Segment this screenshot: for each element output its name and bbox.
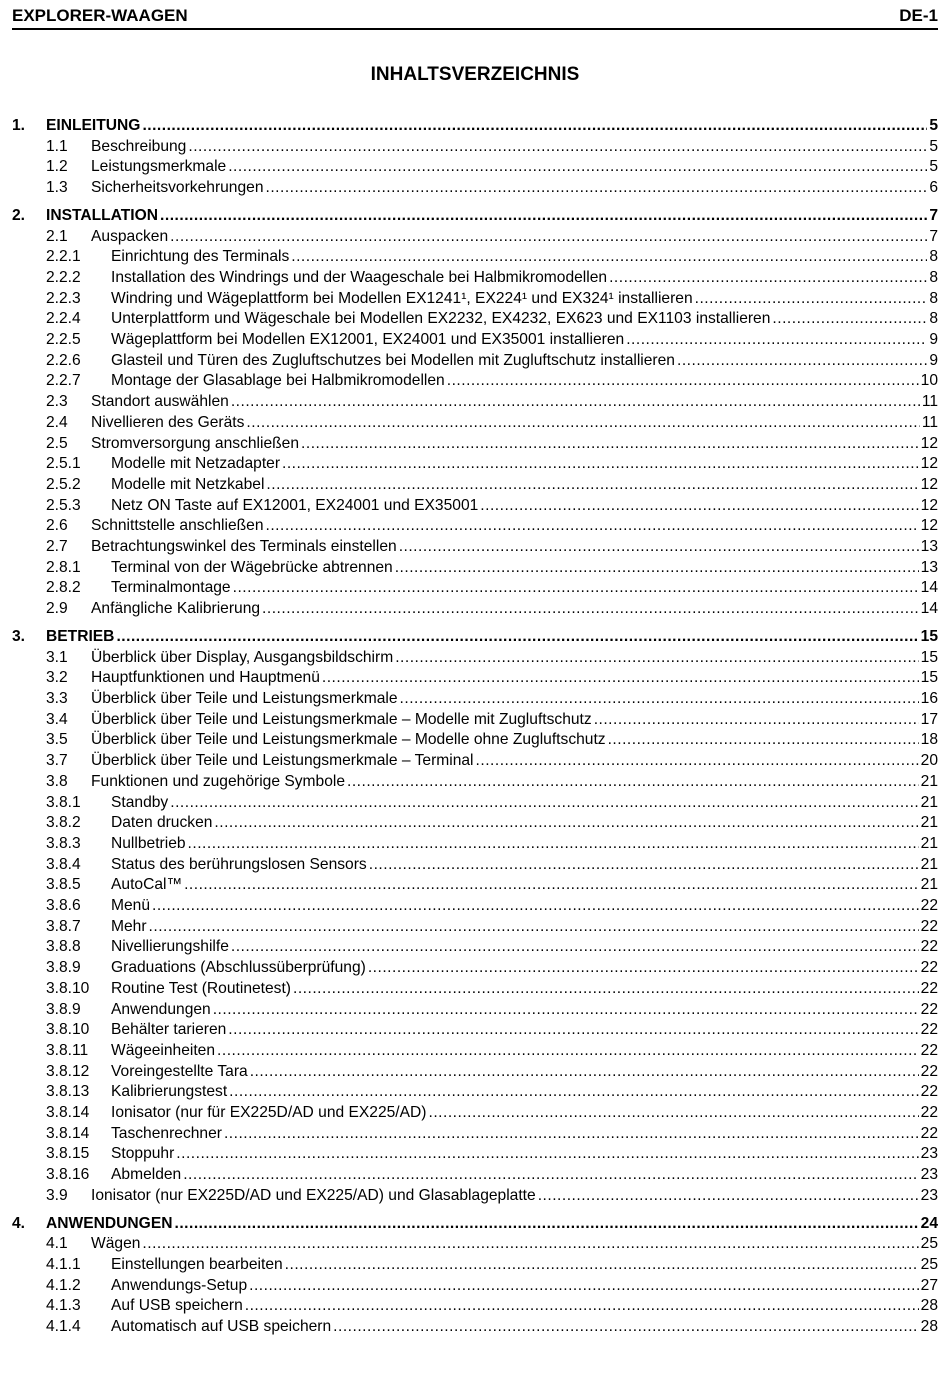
toc-entry-page: 20 — [920, 752, 938, 770]
dot-leader — [213, 1000, 919, 1021]
dot-leader — [266, 516, 919, 537]
toc-entry-title: Glasteil und Türen des Zugluftschutzes bei Modellen mit Zugluftschutz installieren — [111, 351, 675, 369]
toc-entry-number: 2.5 — [46, 434, 68, 452]
dot-leader — [301, 434, 919, 455]
toc-entry-page: 14 — [920, 600, 938, 618]
toc-entry-title: Modelle mit Netzkabel — [111, 475, 265, 493]
toc-entry[interactable] — [12, 710, 938, 731]
toc-entry-page: 28 — [920, 1297, 938, 1315]
toc-entry-title: Taschenrechner — [111, 1124, 222, 1142]
toc-entry-page: 8 — [929, 289, 938, 307]
toc-entry-title: Montage der Glasablage bei Halbmikromodellen — [111, 372, 445, 390]
toc-entry-number: 1.1 — [46, 137, 68, 155]
toc-entry-title: Auf USB speichern — [111, 1297, 243, 1315]
dot-leader — [609, 268, 927, 289]
dot-leader — [214, 813, 918, 834]
toc-entry-number: 3.8.9 — [46, 1000, 81, 1018]
dot-leader — [395, 558, 919, 579]
dot-leader — [188, 834, 919, 855]
toc-entry-number: 2.2.6 — [46, 351, 81, 369]
toc-entry-page: 22 — [920, 917, 938, 935]
toc-entry-page: 27 — [920, 1276, 938, 1294]
toc-entry-number: 2.8.1 — [46, 558, 81, 576]
toc-entry-title: Stromversorgung anschließen — [91, 434, 300, 452]
toc-entry[interactable] — [12, 917, 938, 938]
toc-entry[interactable] — [12, 1255, 938, 1276]
dot-leader — [170, 227, 927, 248]
toc-entry-page: 15 — [920, 627, 938, 645]
toc-entry[interactable] — [12, 371, 938, 392]
toc-entry-page: 22 — [920, 1104, 938, 1122]
dot-leader — [626, 330, 927, 351]
toc-entry[interactable] — [12, 516, 938, 537]
dot-leader — [116, 627, 918, 648]
header-rule — [12, 28, 938, 30]
toc-entry-title: Auspacken — [91, 227, 169, 245]
toc-entry-title: Einstellungen bearbeiten — [111, 1255, 283, 1273]
toc-entry-number: 3.3 — [46, 689, 68, 707]
dot-leader — [395, 648, 918, 669]
toc-entry[interactable] — [12, 578, 938, 599]
toc-entry-title: Daten drucken — [111, 814, 213, 832]
dot-leader — [184, 875, 919, 896]
toc-entry-number: 3.8.12 — [46, 1062, 90, 1080]
toc-entry-title: BETRIEB — [46, 627, 115, 645]
page-header — [12, 6, 938, 28]
toc-entry[interactable] — [12, 751, 938, 772]
toc-entry[interactable] — [12, 537, 938, 558]
toc-entry-title: Betrachtungswinkel des Terminals einstellen — [91, 538, 397, 556]
toc-entry-page: 15 — [920, 648, 938, 666]
toc-entry-page: 12 — [920, 517, 938, 535]
dot-leader — [772, 309, 927, 330]
toc-entry-number: 4.1 — [46, 1235, 68, 1253]
toc-entry-page: 23 — [920, 1186, 938, 1204]
toc-entry-page: 22 — [920, 1041, 938, 1059]
toc-entry[interactable] — [12, 1082, 938, 1103]
toc-entry-page: 21 — [920, 772, 938, 790]
toc-entry-number: 3.8.2 — [46, 814, 81, 832]
toc-entry-page: 23 — [920, 1145, 938, 1163]
toc-entry-page: 12 — [920, 496, 938, 514]
toc-entry-page: 22 — [920, 1124, 938, 1142]
toc-entry-number: 3.8.3 — [46, 834, 81, 852]
toc-entry-title: Behälter tarieren — [111, 1021, 227, 1039]
toc-entry-title: Beschreibung — [91, 137, 187, 155]
toc-entry-title: Voreingestellte Tara — [111, 1062, 248, 1080]
toc-entry[interactable] — [12, 1234, 938, 1255]
toc-entry-page: 14 — [920, 579, 938, 597]
toc-entry-number: 3.8.11 — [46, 1041, 89, 1059]
toc-entry[interactable] — [12, 227, 938, 248]
toc-entry-page: 18 — [920, 731, 938, 749]
toc-entry-number: 1.2 — [46, 158, 68, 176]
dot-leader — [285, 1255, 919, 1276]
toc-entry[interactable] — [12, 454, 938, 475]
toc-entry-number: 4.1.2 — [46, 1276, 81, 1294]
toc-entry-page: 11 — [921, 413, 938, 431]
toc-entry-page: 28 — [920, 1318, 938, 1336]
toc-entry-page: 17 — [920, 710, 938, 728]
dot-leader — [400, 689, 919, 710]
toc-entry-number: 3.5 — [46, 731, 68, 749]
toc-entry[interactable] — [12, 157, 938, 178]
dot-leader — [176, 1144, 918, 1165]
toc-entry-number: 2.4 — [46, 413, 68, 431]
toc-chapter-entry[interactable] — [12, 206, 938, 227]
dot-leader — [282, 454, 919, 475]
toc-entry-number: 3.8.10 — [46, 1021, 90, 1039]
toc-entry-title: Graduations (Abschlussüberprüfung) — [111, 959, 366, 977]
toc-entry-title: Status des berührungslosen Sensors — [111, 855, 367, 873]
toc-entry-page: 21 — [920, 855, 938, 873]
dot-leader — [231, 937, 919, 958]
dot-leader — [250, 1062, 919, 1083]
toc-entry-page: 25 — [920, 1235, 938, 1253]
toc-entry[interactable] — [12, 1165, 938, 1186]
toc-entry-page: 13 — [920, 538, 938, 556]
dot-leader — [266, 475, 918, 496]
toc-entry-number: 3.8.8 — [46, 938, 81, 956]
toc-entry-title: Mehr — [111, 917, 147, 935]
toc-entry-number: 4.1.3 — [46, 1297, 81, 1315]
toc-entry[interactable] — [12, 813, 938, 834]
toc-entry-title: Schnittstelle anschließen — [91, 517, 264, 535]
dot-leader — [233, 578, 919, 599]
toc-chapter-entry[interactable] — [12, 627, 938, 648]
toc-entry-number: 4.1.4 — [46, 1318, 81, 1336]
toc-entry[interactable] — [12, 475, 938, 496]
toc-entry-title: Leistungsmerkmale — [91, 158, 227, 176]
dot-leader — [695, 289, 928, 310]
toc-entry-number: 2.2.3 — [46, 289, 81, 307]
toc-chapter-entry[interactable] — [12, 116, 938, 137]
toc-entry[interactable] — [12, 178, 938, 199]
header-title: EXPLORER-WAAGEN — [12, 6, 188, 25]
toc-entry-number: 2.1 — [46, 227, 68, 245]
toc-entry-number: 2.2.2 — [46, 268, 81, 286]
toc-entry-title: Unterplattform und Wägeschale bei Modellen EX2232, EX4232, EX623 und EX1103 installieren — [111, 310, 771, 328]
dot-leader — [245, 1296, 919, 1317]
toc-entry-page: 23 — [920, 1166, 938, 1184]
toc-entry[interactable] — [12, 268, 938, 289]
toc-entry[interactable] — [12, 558, 938, 579]
dot-leader — [447, 371, 919, 392]
toc-entry-page: 22 — [920, 897, 938, 915]
toc-entry[interactable] — [12, 1144, 938, 1165]
toc-entry[interactable] — [12, 896, 938, 917]
toc-entry-number: 3.8.14 — [46, 1104, 90, 1122]
toc-entry[interactable] — [12, 1317, 938, 1338]
toc-entry-title: Windring und Wägeplattform bei Modellen EX1241¹, EX224¹ und EX324¹ installieren — [111, 289, 693, 307]
toc-entry-page: 12 — [920, 434, 938, 452]
dot-leader — [293, 979, 919, 1000]
dot-leader — [480, 496, 918, 517]
toc-entry-page: 5 — [929, 137, 938, 155]
dot-leader — [594, 710, 919, 731]
toc-entry[interactable] — [12, 413, 938, 434]
toc-entry-number: 3.8.15 — [46, 1145, 90, 1163]
toc-entry-number: 3.8.4 — [46, 855, 81, 873]
dot-leader — [217, 1041, 919, 1062]
dot-leader — [368, 958, 919, 979]
toc-entry-page: 21 — [920, 814, 938, 832]
toc-entry-title: Menü — [111, 897, 151, 915]
toc-entry-page: 22 — [920, 1021, 938, 1039]
toc-entry-page: 6 — [929, 179, 938, 197]
dot-leader — [229, 1082, 918, 1103]
toc-chapter-entry[interactable] — [12, 1214, 938, 1235]
toc-entry[interactable] — [12, 351, 938, 372]
toc-entry-number: 2.2.7 — [46, 372, 81, 390]
toc-entry-page: 5 — [929, 117, 938, 134]
toc-entry-page: 22 — [920, 1062, 938, 1080]
toc-entry[interactable] — [12, 648, 938, 669]
toc-entry[interactable] — [12, 1062, 938, 1083]
toc-entry-page: 9 — [929, 331, 938, 349]
dot-leader — [322, 668, 919, 689]
toc-entry-number: 2.2.5 — [46, 331, 81, 349]
dot-leader — [174, 1214, 918, 1235]
dot-leader — [262, 599, 919, 620]
toc-entry-page: 8 — [929, 310, 938, 328]
dot-leader — [266, 178, 928, 199]
toc-entry-page: 8 — [929, 248, 938, 266]
toc-entry-number: 2.7 — [46, 538, 68, 556]
toc-entry-page: 12 — [920, 455, 938, 473]
toc-entry-number: 3.7 — [46, 752, 68, 770]
toc-entry-number: 3.8.1 — [46, 793, 81, 811]
toc-entry[interactable] — [12, 1041, 938, 1062]
toc-entry-number: 4.1.1 — [46, 1255, 81, 1273]
toc-entry-number: 2.9 — [46, 600, 68, 618]
dot-leader — [677, 351, 927, 372]
toc-entry-number: 3.1 — [46, 648, 68, 666]
dot-leader — [149, 917, 919, 938]
toc-entry[interactable] — [12, 1296, 938, 1317]
toc-entry-page: 13 — [920, 558, 938, 576]
toc-entry-number: 3.8.13 — [46, 1083, 90, 1101]
toc-entry-number: 4. — [12, 1214, 26, 1232]
toc-entry[interactable] — [12, 937, 938, 958]
toc-entry-number: 3.8.5 — [46, 876, 81, 894]
toc-entry[interactable] — [12, 1103, 938, 1124]
toc-entry-page: 7 — [929, 227, 938, 245]
toc-entry-title: Kalibrierungstest — [111, 1083, 228, 1101]
dot-leader — [183, 1165, 918, 1186]
toc-entry[interactable] — [12, 979, 938, 1000]
toc-entry-page: 22 — [920, 979, 938, 997]
toc-entry-title: ANWENDUNGEN — [46, 1214, 173, 1232]
toc-entry-number: 2.5.3 — [46, 496, 81, 514]
dot-leader — [399, 537, 919, 558]
dot-leader — [429, 1103, 919, 1124]
toc-entry-title: Funktionen und zugehörige Symbole — [91, 772, 345, 790]
toc-entry-title: Überblick über Teile und Leistungsmerkmale – Modelle ohne Zugluftschutz — [91, 731, 606, 749]
toc-entry[interactable] — [12, 392, 938, 413]
dot-leader — [188, 137, 927, 158]
toc-entry[interactable] — [12, 330, 938, 351]
toc-entry-title: Stoppuhr — [111, 1145, 175, 1163]
toc-entry-page: 21 — [920, 793, 938, 811]
toc-entry-number: 2.5.1 — [46, 455, 81, 473]
dot-leader — [538, 1186, 919, 1207]
toc-entry-number: 2.6 — [46, 517, 68, 535]
toc-entry-title: Nivellieren des Geräts — [91, 413, 245, 431]
toc-entry-title: Netz ON Taste auf EX12001, EX24001 und EX35001 — [111, 496, 479, 514]
toc-entry-title: Überblick über Teile und Leistungsmerkmale – Terminal — [91, 752, 474, 770]
toc-entry-number: 3.8.14 — [46, 1124, 90, 1142]
toc-entry-title: Nullbetrieb — [111, 834, 186, 852]
toc-entry-number: 3.8.9 — [46, 959, 81, 977]
toc-entry-title: Überblick über Teile und Leistungsmerkmale — [91, 689, 398, 707]
toc-entry-title: Ionisator (nur EX225D/AD und EX225/AD) und Glasablageplatte — [91, 1186, 536, 1204]
toc-entry-title: Überblick über Display, Ausgangsbildschirm — [91, 648, 394, 666]
toc-entry-page: 9 — [929, 351, 938, 369]
toc-entry-title: Sicherheitsvorkehrungen — [91, 179, 264, 197]
toc-entry-title: Routine Test (Routinetest) — [111, 979, 291, 997]
toc-entry-page: 25 — [920, 1255, 938, 1273]
dot-leader — [333, 1317, 918, 1338]
toc-entry-title: Nivellierungshilfe — [111, 938, 229, 956]
toc-entry-page: 12 — [920, 475, 938, 493]
dot-leader — [231, 392, 920, 413]
toc-entry-page: 10 — [920, 372, 938, 390]
toc-entry-title: Anwendungen — [111, 1000, 211, 1018]
toc-entry-title: Modelle mit Netzadapter — [111, 455, 281, 473]
toc-entry[interactable] — [12, 496, 938, 517]
toc-entry-number: 2.2.1 — [46, 248, 81, 266]
toc-entry-number: 3.9 — [46, 1186, 68, 1204]
toc-entry-number: 1. — [12, 117, 26, 134]
toc-entry-title: Abmelden — [111, 1166, 182, 1184]
toc-entry-number: 3.8.10 — [46, 979, 90, 997]
toc-entry-number: 2.5.2 — [46, 475, 81, 493]
toc-entry[interactable] — [12, 599, 938, 620]
dot-leader — [369, 855, 919, 876]
toc-entry-page: 22 — [920, 1083, 938, 1101]
table-of-contents — [12, 116, 938, 1338]
toc-entry-title: Terminalmontage — [111, 579, 231, 597]
toc-entry-number: 1.3 — [46, 179, 68, 197]
toc-entry-number: 3.8.6 — [46, 897, 81, 915]
dot-leader — [142, 1234, 918, 1255]
toc-entry-title: Standort auswählen — [91, 393, 229, 411]
toc-entry-title: Ionisator (nur für EX225D/AD und EX225/AD) — [111, 1104, 427, 1122]
toc-entry-title: Hauptfunktionen und Hauptmenü — [91, 669, 320, 687]
page-title: INHALTSVERZEICHNIS — [370, 64, 580, 85]
toc-entry-title: EINLEITUNG — [46, 117, 141, 134]
toc-entry-number: 3.8 — [46, 772, 68, 790]
toc-entry[interactable] — [12, 1124, 938, 1145]
dot-leader — [228, 157, 927, 178]
toc-entry[interactable] — [12, 958, 938, 979]
toc-entry-title: AutoCal™ — [111, 876, 183, 894]
toc-entry-page: 24 — [920, 1214, 938, 1232]
toc-entry-page: 21 — [920, 876, 938, 894]
toc-entry-title: Wägeplattform bei Modellen EX12001, EX24001 und EX35001 installieren — [111, 331, 625, 349]
toc-entry[interactable] — [12, 137, 938, 158]
toc-entry-title: Automatisch auf USB speichern — [111, 1318, 332, 1336]
toc-entry[interactable] — [12, 247, 938, 268]
toc-entry-page: 11 — [921, 393, 938, 411]
toc-entry-page: 5 — [929, 158, 938, 176]
toc-entry[interactable] — [12, 772, 938, 793]
toc-entry[interactable] — [12, 793, 938, 814]
toc-entry[interactable] — [12, 1186, 938, 1207]
toc-entry-title: Wägen — [91, 1235, 141, 1253]
toc-entry-title: Wägeeinheiten — [111, 1041, 216, 1059]
dot-leader — [224, 1124, 919, 1145]
toc-entry[interactable] — [12, 668, 938, 689]
dot-leader — [291, 247, 927, 268]
toc-entry-title: Terminal von der Wägebrücke abtrennen — [111, 558, 393, 576]
toc-entry[interactable] — [12, 309, 938, 330]
toc-entry-number: 2.8.2 — [46, 579, 81, 597]
toc-entry[interactable] — [12, 289, 938, 310]
toc-entry-page: 7 — [929, 206, 938, 224]
toc-entry-title: INSTALLATION — [46, 206, 159, 224]
toc-entry-page: 22 — [920, 938, 938, 956]
toc-entry-number: 2.3 — [46, 393, 68, 411]
toc-entry-page: 8 — [929, 268, 938, 286]
toc-entry[interactable] — [12, 1276, 938, 1297]
toc-entry[interactable] — [12, 834, 938, 855]
toc-entry[interactable] — [12, 1020, 938, 1041]
toc-entry-number: 3.8.16 — [46, 1166, 90, 1184]
dot-leader — [246, 413, 919, 434]
toc-entry[interactable] — [12, 689, 938, 710]
toc-entry[interactable] — [12, 1000, 938, 1021]
toc-entry[interactable] — [12, 730, 938, 751]
toc-entry[interactable] — [12, 875, 938, 896]
toc-entry-title: Anwendungs-Setup — [111, 1276, 248, 1294]
toc-entry[interactable] — [12, 855, 938, 876]
dot-leader — [347, 772, 919, 793]
toc-entry-title: Installation des Windrings und der Waageschale bei Halbmikromodellen — [111, 268, 608, 286]
dot-leader — [476, 751, 919, 772]
toc-entry-number: 3. — [12, 627, 26, 645]
toc-entry-title: Standby — [111, 793, 169, 811]
dot-leader — [249, 1276, 919, 1297]
toc-entry-page: 22 — [920, 1000, 938, 1018]
toc-entry-title: Einrichtung des Terminals — [111, 248, 290, 266]
toc-entry-page: 16 — [920, 689, 938, 707]
toc-entry-page: 21 — [920, 834, 938, 852]
dot-leader — [160, 206, 927, 227]
toc-entry-page: 22 — [920, 959, 938, 977]
dot-leader — [142, 116, 927, 137]
header-page-id: DE-1 — [899, 6, 938, 25]
toc-entry-number: 3.2 — [46, 669, 68, 687]
dot-leader — [170, 793, 918, 814]
dot-leader — [228, 1020, 918, 1041]
toc-entry-page: 15 — [920, 669, 938, 687]
toc-entry-number: 2. — [12, 206, 26, 224]
toc-entry-number: 3.8.7 — [46, 917, 81, 935]
dot-leader — [608, 730, 919, 751]
toc-entry-title: Überblick über Teile und Leistungsmerkmale – Modelle mit Zugluftschutz — [91, 710, 592, 728]
dot-leader — [152, 896, 919, 917]
toc-entry[interactable] — [12, 434, 938, 455]
toc-entry-title: Anfängliche Kalibrierung — [91, 600, 261, 618]
toc-entry-number: 2.2.4 — [46, 310, 81, 328]
toc-entry-number: 3.4 — [46, 710, 68, 728]
